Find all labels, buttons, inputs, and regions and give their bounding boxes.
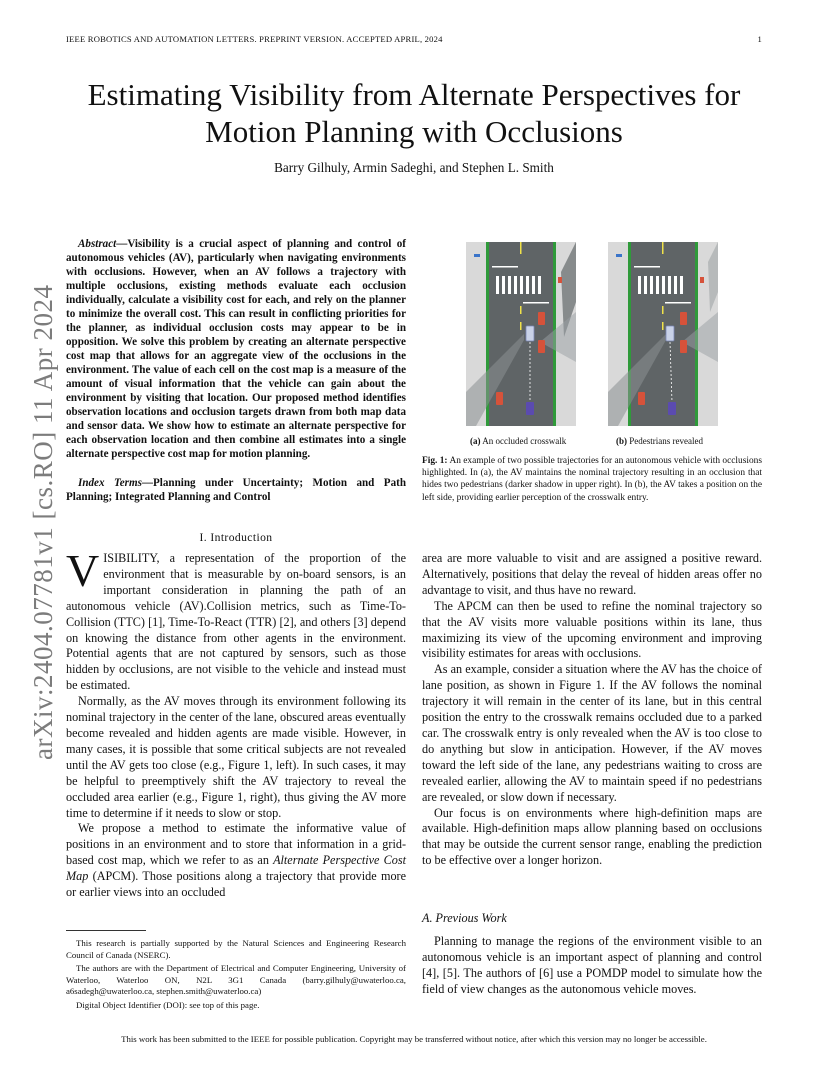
apcm-term: Alternate Perspective Cost Map	[66, 853, 406, 884]
hidden-pedestrian	[558, 277, 562, 283]
subcaption-b-text: Pedestrians revealed	[629, 436, 703, 446]
subcaption-a-label: (a)	[470, 436, 481, 446]
arxiv-identifier: arXiv:2404.07781v1 [cs.RO] 11 Apr 2024	[28, 284, 58, 760]
parked-car	[538, 312, 545, 325]
previous-work-body	[422, 934, 762, 998]
index-terms-label: Index Terms	[78, 477, 142, 489]
figure-1a-occluded-crosswalk	[466, 242, 576, 426]
right-paragraph-4: Our focus is on environments where high-definition maps are available. High-definition maps allow planning based on occlusions that may be outside the current sensor range, enabling the prediction to be effective over a longer horizon.	[422, 805, 762, 868]
caption-label: Fig. 1:	[422, 456, 448, 466]
footnote-doi: Digital Object Identifier (DOI): see top of this page.	[76, 999, 260, 1010]
intro-paragraph-3-text-b: (APCM). Those positions along a trajectory that provide more or earlier views into an occluded	[66, 869, 406, 900]
right-paragraph-5: Planning to manage the regions of the environment visible to an autonomous vehicle is an important aspect of planning and control [4], [5]. The authors of [6] use a POMDP model to simulate how the field of view changes as the autonomous vehicle moves.	[422, 934, 762, 996]
footnote-rule	[66, 930, 146, 931]
paper-authors: Barry Gilhuly, Armin Sadeghi, and Stephen L. Smith	[274, 160, 554, 175]
figure-1-caption	[422, 455, 762, 504]
footnote-funding: This research is partially supported by the Natural Sciences and Engineering Research Council of Canada (NSERC).	[66, 938, 406, 960]
running-header	[66, 34, 762, 48]
running-title: IEEE ROBOTICS AND AUTOMATION LETTERS. PREPRINT VERSION. ACCEPTED APRIL, 2024	[66, 34, 443, 44]
intro-paragraph-3-text-a: We propose a method to estimate the informative value of positions in an environment and to store that information in a grid-based cost map, which we refer to as an	[66, 821, 406, 868]
drop-cap: V	[66, 545, 100, 596]
abstract-label: Abstract	[78, 238, 117, 250]
subcaption-a-text: An occluded crosswalk	[482, 436, 567, 446]
copyright-footer: This work has been submitted to the IEEE for possible publication. Copyright may be transferred without notice, after which this version may no longer be accessible.	[121, 1034, 707, 1044]
abstract-text: —Visibility is a crucial aspect of planning and control of autonomous vehicles (AV), particularly when navigating environments with occlusions. However, when an AV follows a trajectory with multiple occlusions, existing methods evaluate each occlusion individually, calculate a visibility cost for each, and rely on the planner to minimize the overall cost. This can result in conflicting priorities for the planner, as individual occlusion costs may appear to be in opposition. We solve this problem by creating an alternate perspective cost map that allows for an aggregate view of the occlusions in the environment. The value of each cell on the cost map is a measure of the amount of visual information that the vehicle can gain about the environment by visiting that location. Our proposed method identifies observation locations and occlusion targets drawn from both map data and sensor data. We show how to estimate an alternate perspective for each observation location and then combine all estimates into a single alternate perspective cost map for motion planning.	[66, 238, 406, 460]
index-terms	[66, 476, 406, 504]
caption-text: An example of two possible trajectories for an autonomous vehicle with occlusions highlighted. In (a), the AV maintains the nominal trajectory resulting in an occlusion that hides two pedestrians (darker shadow in upper right). In (b), the AV takes a position on the left side, providing earlier perception of the crosswalk entry.	[422, 456, 762, 503]
paper-title: Estimating Visibility from Alternate Perspectives for Motion Planning with Occlusions	[87, 77, 741, 149]
subcaption-a	[470, 436, 580, 446]
autonomous-vehicle	[526, 326, 534, 341]
parked-car	[538, 340, 545, 353]
footnote-affiliation: The authors are with the Department of Electrical and Computer Engineering, University of Waterloo, Waterloo ON, N2L 3G1 Canada (barry.gilhuly@uwaterloo.ca, a6sadegh@uwaterloo.ca, stephen.smith@uwaterloo.ca)	[66, 963, 406, 997]
parked-car	[638, 392, 645, 405]
intro-paragraph-2: Normally, as the AV moves through its environment following its nominal trajectory in the center of the lane, obscured areas eventually become revealed and hidden agents are made visible. However, in many cases, it is possible that some critical subjects are not revealed until the AV gets too close (e.g., Figure 1, left). In such cases, it may be helpful to preemptively shift the AV trajectory to reveal the occluded area earlier (e.g., Figure 1, right), thus giving the AV more time to determine if it needs to slow or stop.	[66, 694, 406, 820]
subcaption-b	[616, 436, 726, 446]
section-heading-introduction: I. Introduction	[199, 531, 273, 544]
autonomous-vehicle	[666, 326, 674, 341]
right-paragraph-1: area are more valuable to visit and are assigned a positive reward. Alternatively, positions that delay the reveal of hidden areas offer no advantage to visit, and thus have no reward.	[422, 551, 762, 597]
intro-paragraph-1	[66, 545, 406, 694]
revealed-pedestrian	[700, 277, 704, 283]
intro-paragraph-1-text: ISIBILITY, a representation of the proportion of the environment that is measurable by on-board sensors, is an important consideration in planning the path of an autonomous vehicle (AV).Collision metrics, such as Time-To-Collision (TTC) [1], Time-To-React (TTR) [2], and others [3] depend on knowing the distance from other agents in the environment. Potential agents that are not captured by sensors, such as those hidden by occlusions, are not visible to the vehicle and instead must be estimated.	[66, 551, 406, 693]
index-terms-text: —Planning under Uncertainty; Motion and Path Planning; Integrated Planning and Control	[66, 477, 406, 503]
right-column-body	[422, 551, 762, 869]
trailing-vehicle	[668, 402, 676, 415]
subsection-heading-previous-work: A. Previous Work	[422, 911, 507, 925]
parked-car	[496, 392, 503, 405]
page-number: 1	[757, 34, 762, 44]
trailing-vehicle	[526, 402, 534, 415]
pedestrian-marker	[616, 254, 622, 257]
subcaption-b-label: (b)	[616, 436, 627, 446]
abstract	[66, 237, 406, 461]
footnotes	[66, 938, 406, 1014]
right-paragraph-2: The APCM can then be used to refine the nominal trajectory so that the AV visits more valuable positions within its lane, thus maximizing its view of the upcoming environment and improving visibility estimates for areas with occlusions.	[422, 598, 762, 661]
introduction-body	[66, 545, 406, 901]
figure-1b-pedestrians-revealed	[608, 242, 718, 426]
parked-car	[680, 312, 687, 325]
right-paragraph-3: As an example, consider a situation where the AV has the choice of lane position, as shown in Figure 1. If the AV follows the nominal trajectory it will remain in the center of its lane, but in this central position the entry to the crosswalk remains occluded due to a parked car. The crosswalk entry is only revealed when the AV is too close to do anything but slow in anticipation. However, if the AV moves toward the left side of the lane, any pedestrians waiting to cross are revealed earlier, allowing the AV to maintain speed if no pedestrians are revealed, or slow down if necessary.	[422, 662, 762, 804]
pedestrian-marker	[474, 254, 480, 257]
parked-car	[680, 340, 687, 353]
intro-paragraph-3	[66, 821, 406, 901]
